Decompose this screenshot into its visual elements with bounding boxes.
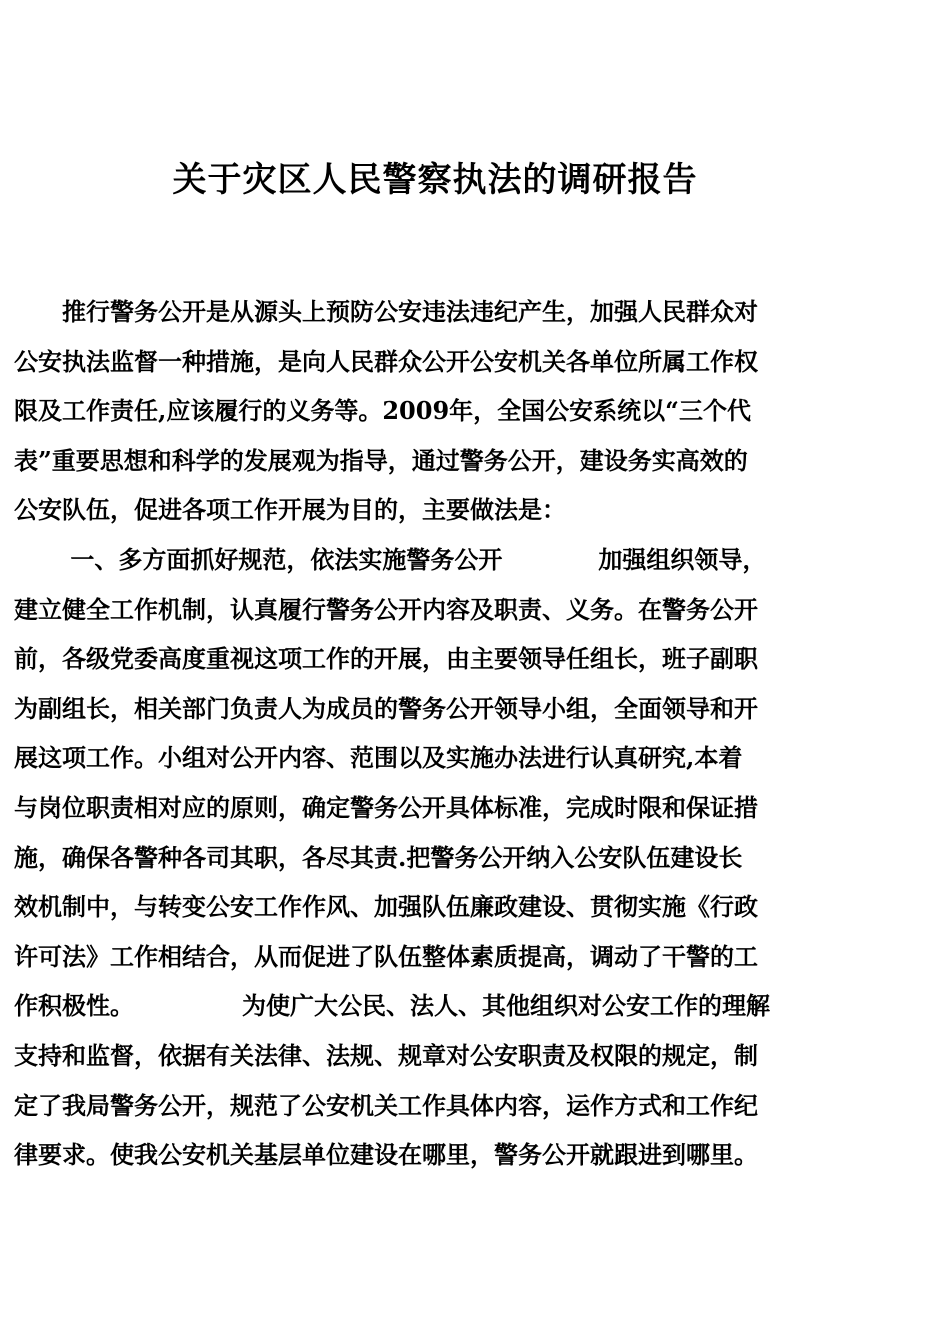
- body-line: 效机制中，与转变公安工作作风、加强队伍廉政建设、贯彻实施《行政: [14, 892, 758, 922]
- body-line: 公安执法监督一种措施，是向人民群众公开公安机关各单位所属工作权: [14, 346, 758, 376]
- body-line: 施，确保各警种各司其职，各尽其责.把警务公开纳入公安队伍建设长: [14, 842, 743, 872]
- body-line: 展这项工作。小组对公开内容、范围以及实施办法进行认真研究,本着: [14, 743, 743, 773]
- body-line: 建立健全工作机制，认真履行警务公开内容及职责、义务。在警务公开: [14, 594, 758, 624]
- document-title: 关于灾区人民警察执法的调研报告: [172, 160, 698, 200]
- body-line: 与岗位职责相对应的原则，确定警务公开具体标准，完成时限和保证措: [14, 792, 758, 822]
- body-line: 表”重要思想和科学的发展观为指导，通过警务公开，建设务实高效的: [14, 445, 748, 475]
- body-line: 公安队伍，促进各项工作开展为目的，主要做法是：: [14, 495, 566, 525]
- body-line: 为副组长，相关部门负责人为成员的警务公开领导小组，全面领导和开: [14, 693, 758, 723]
- body-line: 定了我局警务公开，规范了公安机关工作具体内容，运作方式和工作纪: [14, 1090, 758, 1120]
- body-line: 推行警务公开是从源头上预防公安违法违纪产生，加强人民群众对: [14, 297, 758, 326]
- body-line: 支持和监督，依据有关法律、法规、规章对公安职责及权限的规定，制: [14, 1040, 758, 1070]
- body-line: 限及工作责任,应该履行的义务等。2009年，全国公安系统以“三个代: [14, 396, 751, 426]
- body-line: 律要求。使我公安机关基层单位建设在哪里，警务公开就跟进到哪里。: [14, 1140, 758, 1170]
- body-line: 许可法》工作相结合，从而促进了队伍整体素质提高，调动了干警的工: [14, 941, 758, 971]
- body-line: 前，各级党委高度重视这项工作的开展，由主要领导任组长，班子副职: [14, 644, 758, 674]
- body-line: 作积极性。 为使广大公民、法人、其他组织对公安工作的理解: [14, 991, 770, 1021]
- document-body: [14, 294, 814, 1187]
- body-line: 一、多方面抓好规范，依法实施警务公开 加强组织领导，: [14, 544, 767, 574]
